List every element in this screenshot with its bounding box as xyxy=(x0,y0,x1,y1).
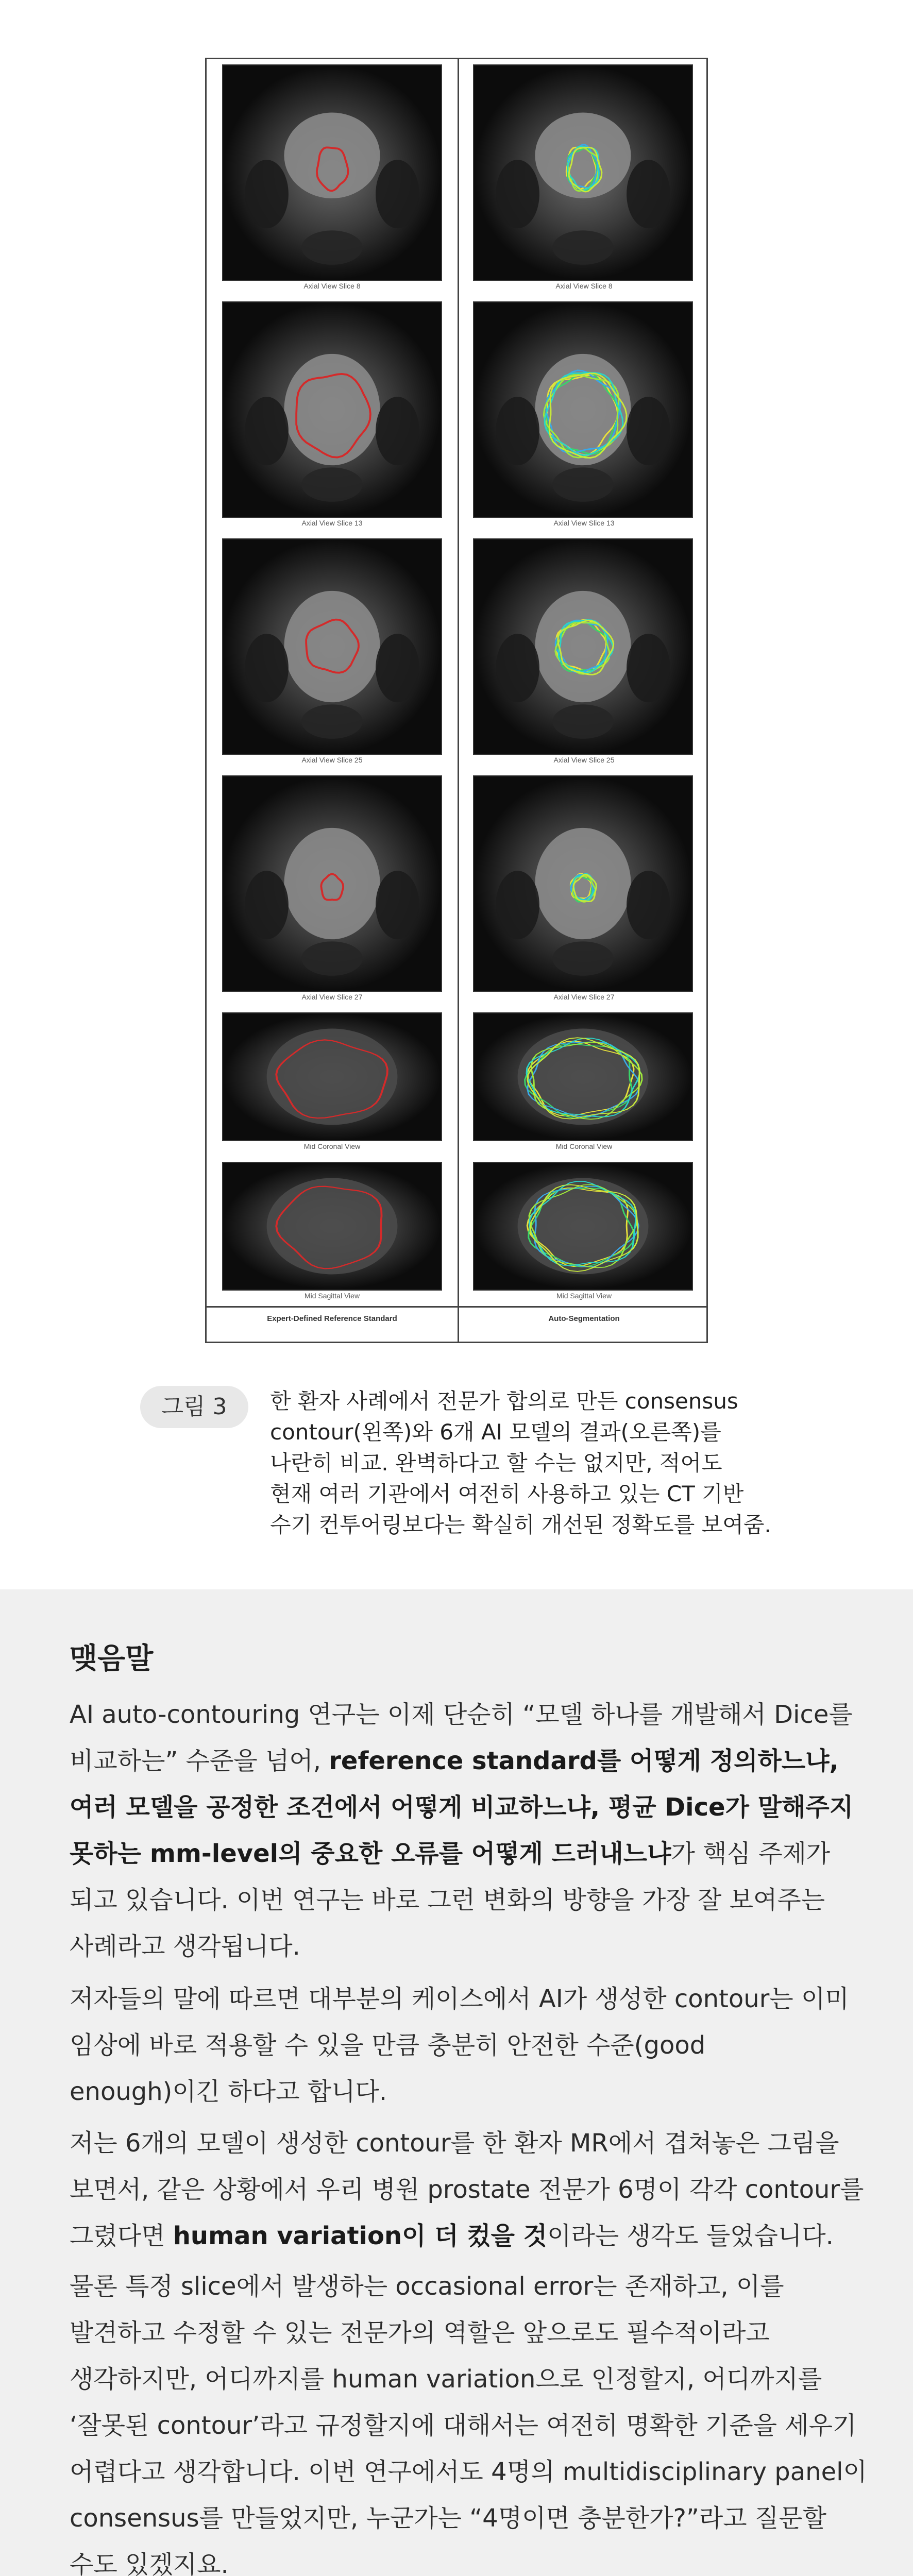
text-line: 보면서, 같은 상황에서 우리 병원 prostate 전문가 6명이 각각 contour를 xyxy=(70,2175,864,2204)
bold-phrase: 못하는 mm-level의 중요한 오류를 어떻게 드러내느냐 xyxy=(70,1839,671,1868)
text-line: ‘잘못된 contour’라고 규정할지에 대해서는 여전히 명확한 기준을 세우기 xyxy=(70,2411,857,2440)
reference-standard-label: Expert-Defined Reference Standard xyxy=(267,1314,397,1323)
auto-segmentation-label: Auto-Segmentation xyxy=(548,1314,620,1323)
text-line: 생각하지만, 어디까지를 human variation으로 인정할지, 어디까지를 xyxy=(70,2365,822,2394)
paragraph-2 xyxy=(70,1976,849,2115)
mri-panel-left xyxy=(222,301,442,518)
conclusion-section xyxy=(0,1589,913,2576)
mri-panel-left xyxy=(222,1012,442,1141)
mri-panel-left xyxy=(222,538,442,755)
slice-label: Axial View Slice 27 xyxy=(553,993,615,1001)
slice-label: Axial View Slice 13 xyxy=(301,519,363,527)
footer-divider xyxy=(207,1306,706,1308)
mri-panel-right xyxy=(473,775,693,992)
mri-panel-left xyxy=(222,775,442,992)
text-line: AI auto-contouring 연구는 이제 단순히 “모델 하나를 개발해서 Dice를 xyxy=(70,1700,853,1729)
caption-text xyxy=(270,1386,811,1540)
caption-line: 나란히 비교. 완벽하다고 할 수는 없지만, 적어도 xyxy=(270,1450,722,1476)
caption-line: 한 환자 사례에서 전문가 합의로 만든 consensus xyxy=(270,1388,738,1414)
text-line: 임상에 바로 적용할 수 있을 만큼 충분히 안전한 수준(good xyxy=(70,2031,706,2060)
slice-label: Axial View Slice 27 xyxy=(301,993,363,1001)
text-line: 저는 6개의 모델이 생성한 contour를 한 환자 MR에서 겹쳐놓은 그림을 xyxy=(70,2129,839,2158)
slice-label: Mid Sagittal View xyxy=(556,1292,612,1300)
slice-label: Mid Sagittal View xyxy=(304,1292,360,1300)
text-line: 수도 있겠지요. xyxy=(70,2550,229,2576)
mri-panel-left xyxy=(222,64,442,281)
text-line: 되고 있습니다. 이번 연구는 바로 그런 변화의 방향을 가장 잘 보여주는 xyxy=(70,1886,825,1914)
mri-panel-right xyxy=(473,1012,693,1141)
figure-number-badge: 그림 3 xyxy=(140,1386,248,1428)
slice-label: Axial View Slice 8 xyxy=(555,282,613,290)
mri-panel-left xyxy=(222,1162,442,1291)
mri-panel-right xyxy=(473,1162,693,1291)
mri-panel-right xyxy=(473,538,693,755)
slice-label: Mid Coronal View xyxy=(303,1142,361,1150)
bold-phrase: human variation이 더 컸을 것 xyxy=(173,2222,548,2250)
slice-label: Axial View Slice 25 xyxy=(301,756,363,764)
slice-label: Axial View Slice 8 xyxy=(303,282,361,290)
mri-panel-right xyxy=(473,64,693,281)
slice-label: Axial View Slice 13 xyxy=(553,519,615,527)
slice-label: Axial View Slice 25 xyxy=(553,756,615,764)
mri-panel-right xyxy=(473,301,693,518)
bold-phrase: reference standard를 어떻게 정의하느냐, xyxy=(329,1747,839,1775)
paragraph-1 xyxy=(70,1691,854,1970)
caption-line: contour(왼쪽)와 6개 AI 모델의 결과(오른쪽)를 xyxy=(270,1419,721,1445)
text-line: 어렵다고 생각합니다. 이번 연구에서도 4명의 multidisciplinary panel이 xyxy=(70,2458,867,2486)
text-line: 물론 특정 slice에서 발생하는 occasional error는 존재하고, 이를 xyxy=(70,2272,784,2301)
text-line: 그렸다면 human variation이 더 컸을 것 이라는 생각도 들었습니다. xyxy=(70,2213,845,2259)
comparison-figure xyxy=(205,58,708,1343)
text-line xyxy=(70,1784,854,1831)
text-line: enough)이긴 하다고 합니다. xyxy=(70,2077,387,2106)
text-line: consensus를 만들었지만, 누군가는 “4명이면 충분한가?”라고 질문할 xyxy=(70,2504,826,2533)
slice-label: Mid Coronal View xyxy=(555,1142,613,1150)
paragraph-4 xyxy=(70,2263,867,2576)
bold-phrase: 여러 모델을 공정한 조건에서 어떻게 비교하느냐, 평균 Dice가 말해주지 xyxy=(70,1793,854,1822)
section-title: 맺음말 xyxy=(70,1642,154,1675)
text-line: 못하는 mm-level의 중요한 오류를 어떻게 드러내느냐 가 핵심 주제가 xyxy=(70,1831,845,1877)
caption-line: 현재 여러 기관에서 여전히 사용하고 있는 CT 기반 xyxy=(270,1481,744,1506)
paragraph-3 xyxy=(70,2120,864,2259)
text-line: 비교하는” 수준을 넘어, reference standard를 어떻게 정의하느냐, xyxy=(70,1738,845,1784)
text-line: 저자들의 말에 따르면 대부분의 케이스에서 AI가 생성한 contour는 이미 xyxy=(70,1985,849,2013)
caption-line: 수기 컨투어링보다는 확실히 개선된 정확도를 보여줌. xyxy=(270,1512,771,1537)
text-line: 발견하고 수정할 수 있는 전문가의 역할은 앞으로도 필수적이라고 xyxy=(70,2318,770,2347)
text-line: 사례라고 생각됩니다. xyxy=(70,1932,300,1961)
